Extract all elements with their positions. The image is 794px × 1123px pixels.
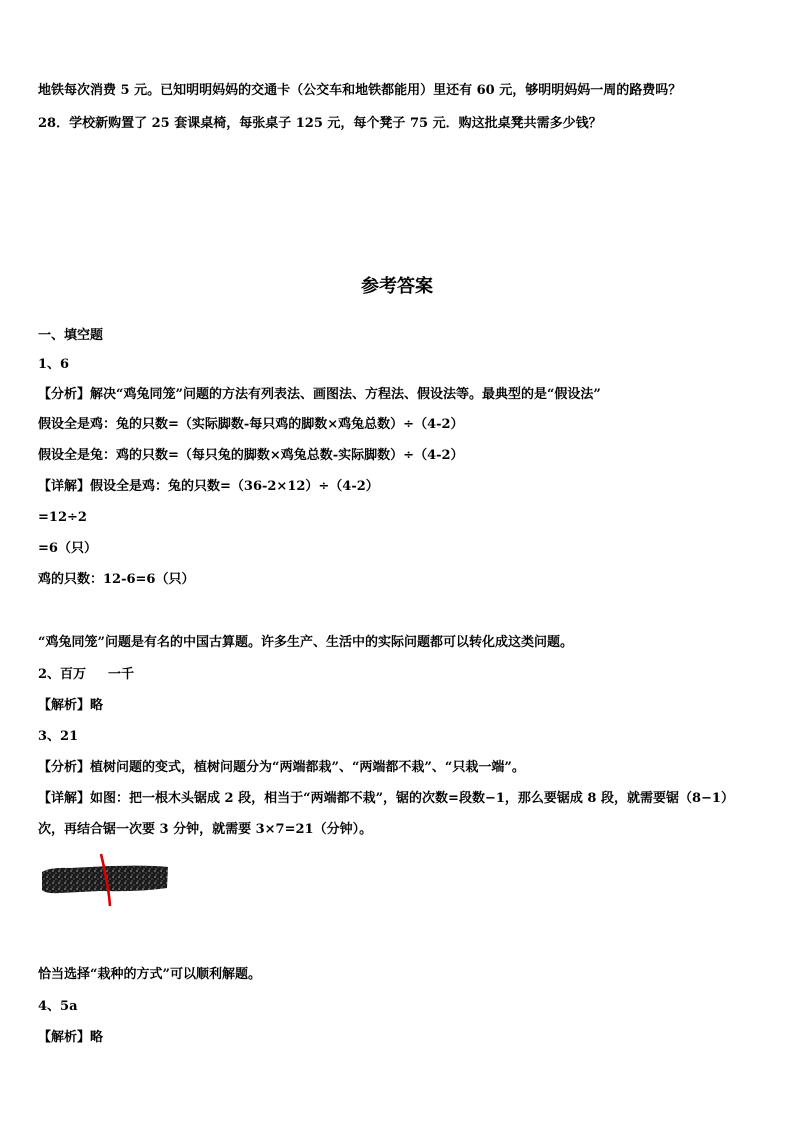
answer-1-step-2: =6（只） <box>38 541 97 556</box>
answer-2-head-a: 2、百万 <box>38 667 87 682</box>
answer-1-note: “鸡兔同笼”问题是有名的中国古算题。许多生产、生活中的实际问题都可以转化成这类问题。 <box>38 635 573 650</box>
answer-1-assume-chicken: 假设全是鸡：兔的只数=（实际脚数-每只鸡的脚数×鸡兔总数）÷（4-2） <box>38 417 464 432</box>
answer-1-analysis: 【分析】解决“鸡兔同笼”问题的方法有列表法、画图法、方程法、假设法等。最典型的是“假设法” <box>38 387 601 402</box>
answer-3-detail-cont: 次，再结合锯一次要 3 分钟，就需要 3×7=21（分钟）。 <box>38 822 373 837</box>
answers-title: 参考答案 <box>361 276 433 297</box>
answer-2-head <box>38 667 134 683</box>
answer-4-explain: 【解析】略 <box>38 1030 104 1045</box>
answer-1-step-1: =12÷2 <box>38 510 87 525</box>
answer-2-head-b: 一千 <box>108 667 135 682</box>
answer-1-assume-rabbit: 假设全是兔：鸡的只数=（每只兔的脚数×鸡兔总数-实际脚数）÷（4-2） <box>38 448 464 463</box>
section-fill-blank: 一、填空题 <box>38 328 104 343</box>
question-27-tail: 地铁每次消费 5 元。已知明明妈妈的交通卡（公交车和地铁都能用）里还有 60 元，够明明妈妈一周的路费吗？ <box>38 83 682 98</box>
answer-1-head: 1、6 <box>38 357 70 372</box>
answer-1-step-3: 鸡的只数：12-6=6（只） <box>38 572 195 587</box>
answer-3-head: 3、21 <box>38 729 79 744</box>
answer-3-tip: 恰当选择“栽种的方式”可以顺利解题。 <box>38 967 261 982</box>
answer-3-analysis: 【分析】植树问题的变式，植树问题分为“两端都栽”、“两端都不栽”、“只栽一端”。 <box>38 760 525 775</box>
answer-2-explain: 【解析】略 <box>38 698 104 713</box>
answer-4-head: 4、5a <box>38 999 78 1014</box>
question-28: 28．学校新购置了 25 套课桌椅，每张桌子 125 元，每个凳子 75 元．购这批桌凳共需多少钱？ <box>38 116 602 131</box>
answer-3-detail: 【详解】如图：把一根木头锯成 2 段，相当于“两端都不栽”，锯的次数=段数−1，那么要锯成 8 段，就需要锯（8−1） <box>38 791 734 806</box>
answer-1-detail: 【详解】假设全是鸡：兔的只数=（36-2×12）÷（4-2） <box>38 479 379 494</box>
sawed-log-illustration <box>40 852 170 908</box>
